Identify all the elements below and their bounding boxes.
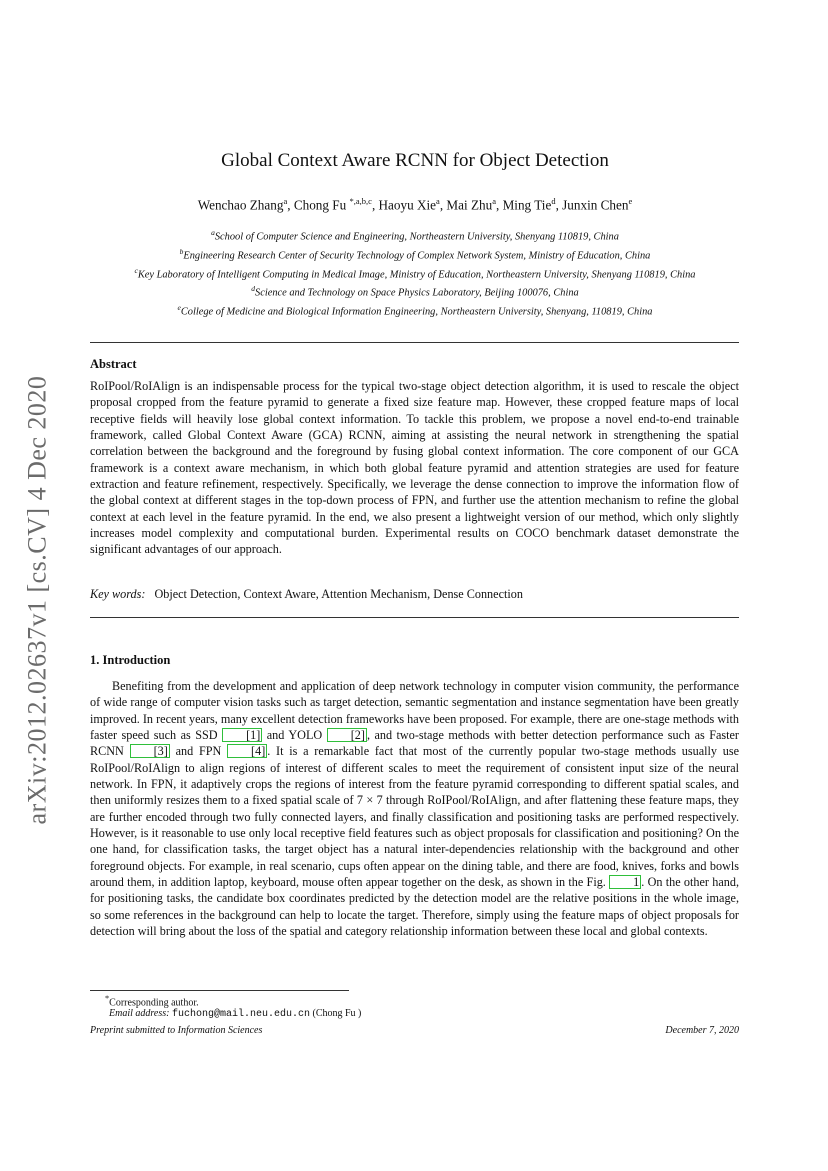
abstract-bottom-rule <box>90 617 739 618</box>
email-label: Email address: <box>109 1008 170 1019</box>
author-list: Wenchao Zhang$^a$, Chong Fu $^{*,a,b,c}$, Haoyu Xie$^a$, Mai Zhu$^a$, Ming Tie$^d$, Junxin Chen$^e$ <box>197 196 633 213</box>
affiliation <box>90 245 740 264</box>
figure-link[interactable]: 1 <box>609 875 641 889</box>
citation-link[interactable]: [4] <box>227 744 267 758</box>
affiliation-sup: c <box>134 265 138 275</box>
author-sup: e <box>628 196 633 206</box>
affiliation-text: Engineering Research Center of Security Technology of Complex Network System, Ministry of Education, China <box>183 250 651 262</box>
intro-text-run: , and two-stage methods with better detection performance such as Faster RCNN <box>90 728 739 759</box>
footnote-corresponding <box>90 994 754 1008</box>
keywords-text: Object Detection, Context Aware, Attention Mechanism, Dense Connection <box>154 587 523 601</box>
affiliation-sup: d <box>251 284 256 294</box>
intro-text-run: . On the other hand, for positioning tasks, the candidate box coordinates predicted by the detection model are the relative positions in the whole image, so some references in the background can help to locate the target. Therefore, simply using the feature maps of object proposals for detection will bring about the loss of the spatial and category relationship information between these local and global contexts. <box>90 875 739 939</box>
abstract-body: RoIPool/RoIAlign is an indispensable process for the typical two-stage object detection algorithm, it is used to rescale the object proposal cropped from the feature pyramid to generate a fixed size feature map. However, these cropped feature maps of local receptive fields will heavily lose global context information. To tackle this problem, we propose a novel end-to-end trainable framework, called Global Context Aware (GCA) RCNN, aiming at assisting the neural network in strengthening the spatial correlation between the background and the foreground by fusing global context information. The core component of our GCA framework is a context aware mechanism, in which both global feature pyramid and attention strategies are used for feature extraction and feature refinement, respectively. Specifically, we leverage the dense connection to improve the information flow of the global context at different stages in the top-down process of FPN, and further use the attention mechanism to refine the global context at each level in the feature pyramid. In the end, we also present a lightweight version of our method, which only slightly increases model complexity and computational burden. Experimental results on COCO benchmark dataset demonstrate the significant advantages of our approach. <box>90 379 739 557</box>
affiliation-text: Science and Technology on Space Physics Laboratory, Beijing 100076, China <box>255 287 579 299</box>
affiliation-sup: e <box>177 303 181 313</box>
footnote-text: Corresponding author. <box>109 997 199 1009</box>
arxiv-stamp <box>22 370 52 830</box>
affiliation <box>90 226 740 245</box>
affiliation-sup: a <box>211 228 215 237</box>
introduction-paragraph <box>90 678 739 940</box>
affiliation-text: College of Medicine and Biological Information Engineering, Northeastern University, Shenyang, 110819, China <box>180 306 653 318</box>
author-sup: *,a,b,c <box>349 196 372 206</box>
email-address[interactable]: fuchong@mail.neu.edu.cn <box>171 1009 310 1020</box>
affiliation <box>90 282 740 301</box>
affiliation-text: School of Computer Science and Engineering, Northeastern University, Shenyang 110819, China <box>214 231 619 243</box>
email-owner: (Chong Fu ) <box>312 1008 362 1019</box>
intro-text-run: . It is a remarkable fact that most of the currently popular two-stage methods usually use RoIPool/RoIAlign to align regions of interest of different scales to meet the requirement of consistent input size of the neural network. In FPN, it adaptively crops the regions of interest from the feature pyramid corresponding to different spatial scales, and then uniformly resizes them to a fixed spatial scale of 7 × 7 through RoIPool/RoIAlign, and after flattening these feature maps, they are further encoded through two fully connected layers, and finally classification and positioning tasks are performed respectively. However, is it reasonable to use only local receptive field features such as object proposals for classification and positioning? On the one hand, for classification tasks, the target object has a natural inter-dependencies relationship with the background and other foreground objects. For example, in real scenario, cups often appear on the dining table, and there are food, knives, forks and bowls around them, in addition laptop, keyboard, mouse often appear together on the desk, as shown in the Fig. <box>90 744 739 890</box>
author-sup: d <box>551 196 556 206</box>
author-sup: a <box>283 196 288 206</box>
introduction-heading: 1. Introduction <box>90 653 171 667</box>
affiliation <box>90 301 740 320</box>
author-name: Mai Zhu <box>446 197 493 213</box>
paper-title: Global Context Aware RCNN for Object Detection <box>221 150 609 171</box>
citation-link[interactable]: [2] <box>327 728 367 742</box>
intro-text-run: and FPN <box>169 744 228 759</box>
author-name: Chong Fu <box>293 197 347 213</box>
intro-text-run: Benefiting from the development and application of deep network technology in computer vision community, the performance of wide range of computer vision tasks such as target detection, semantic segmentation and instance segmentation have been greatly improved. In recent years, many excellent detection frameworks have been proposed. For example, there are one-stage methods with faster speed such as SSD <box>90 679 739 743</box>
keywords-label: Key words: <box>90 587 146 601</box>
footnote-rule <box>90 990 349 991</box>
author-name: Wenchao Zhang <box>197 197 284 213</box>
abstract-top-rule <box>90 342 739 343</box>
affiliation-list <box>90 226 740 320</box>
preprint-footer <box>90 1025 739 1036</box>
keywords <box>90 587 739 602</box>
footnote-email <box>90 1008 758 1020</box>
author-name: Haoyu Xie <box>378 197 437 213</box>
affiliation-sup: b <box>179 246 184 256</box>
footnote-mark: * <box>105 994 110 1003</box>
preprint-note: Preprint submitted to Information Sciences <box>90 1025 263 1036</box>
affiliation <box>90 264 740 283</box>
affiliation-text: Key Laboratory of Intelligent Computing in Medical Image, Ministry of Education, Northeastern University, Shenyang 110819, China <box>137 269 696 280</box>
author-name: Junxin Chen <box>562 197 629 213</box>
preprint-date: December 7, 2020 <box>665 1025 739 1036</box>
citation-link[interactable]: [3] <box>130 744 170 758</box>
author-sup: a <box>436 196 440 206</box>
author-sup: a <box>492 196 496 206</box>
abstract-heading: Abstract <box>90 357 137 371</box>
arxiv-stamp-text: arXiv:2012.02637v1 [cs.CV] 4 Dec 2020 <box>22 375 51 825</box>
citation-link[interactable]: [1] <box>222 728 262 742</box>
author-name: Ming Tie <box>502 197 552 213</box>
intro-text-run: and YOLO <box>262 728 327 743</box>
